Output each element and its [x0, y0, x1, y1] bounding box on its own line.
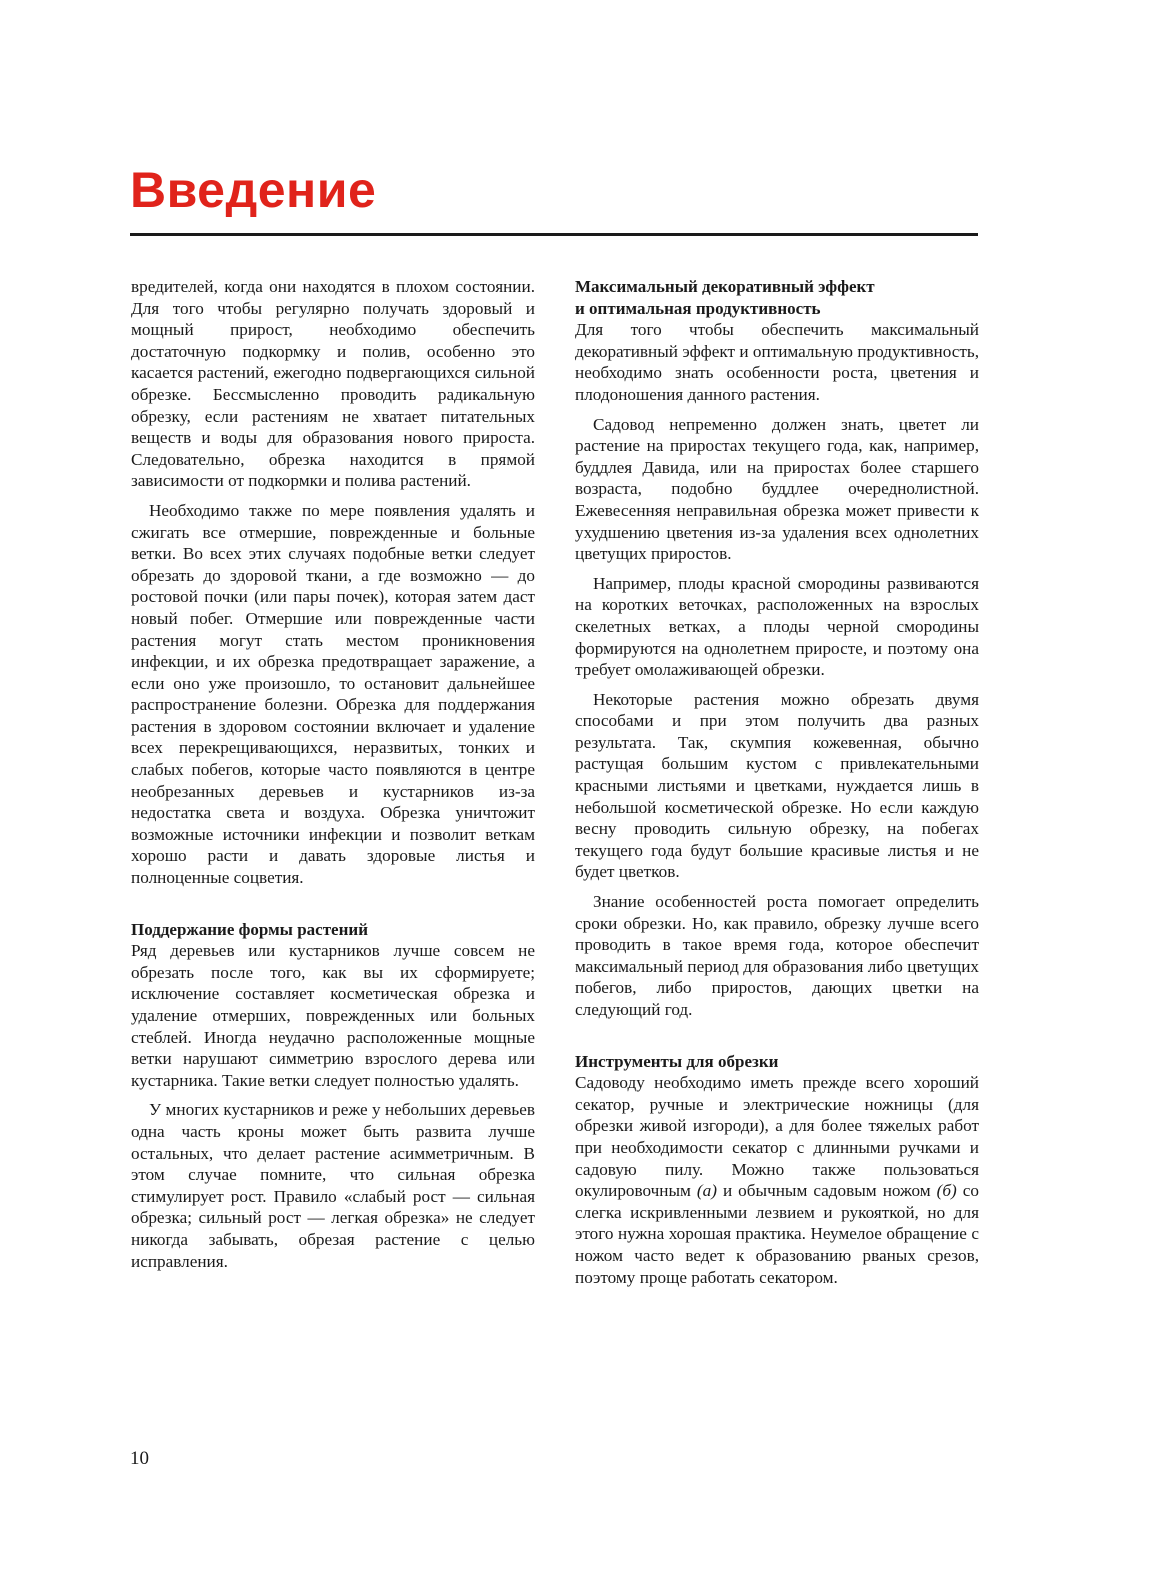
figure-ref: (а) — [696, 1181, 717, 1201]
text-run: Садоводу необходимо иметь прежде всего хороший секатор, ручные и электрические ножницы (для обрезки живой изгороди), а для более тяжелых работ при необходимости секатор с длинными ручками и садовую пилу. Можно также пользоваться окулировочным — [575, 1073, 979, 1201]
paragraph: Ряд деревьев или кустарников лучше совсем не обрезать после того, как вы их сформируете; исключение составляет косметическая обрезка и удаление отмерших, поврежденных или больных стеблей. Иногда неудачно расположенные мощные ветки нарушают симметрию взрослого дерева или кустарника. Такие ветки следует полностью удалять. — [131, 941, 535, 1090]
paragraph: Садовод непременно должен знать, цветет ли растение на приростах текущего года, как, например, буддлея Давида, или на приростах более старшего возраста, подобно буддлее очереднолистной. Ежевесенняя неправильная обрезка может привести к ухудшению цветения из-за удаления всех однолетних цветущих приростов. — [575, 414, 979, 564]
paragraph: Знание особенностей роста помогает определить сроки обрезки. Но, как правило, обрезку лучше всего проводить в такое время года, которое обеспечит максимальный период для образования либо цветущих побегов, либо приростов, дающих цветки на следующий год. — [575, 892, 979, 1019]
section-heading-shape-maintenance: Поддержание формы растений — [131, 919, 368, 939]
text-run: и обычным садовым ножом — [716, 1181, 937, 1201]
left-column — [131, 276, 535, 1272]
paragraph — [575, 1072, 979, 1288]
heading-line: и оптимальная продуктивность — [575, 298, 821, 318]
heading-line: Максимальный декоративный эффект — [575, 277, 875, 296]
page-number: 10 — [130, 1448, 149, 1469]
right-column — [575, 276, 979, 1288]
section-heading-pruning-tools: Инструменты для обрезки — [575, 1051, 779, 1071]
paragraph: У многих кустарников и реже у небольших деревьев одна часть кроны может быть развита лучше остальных, что делает растение асимметричным. В этом случае помните, что сильная обрезка стимулирует рост. Правило «слабый рост — сильная обрезка; сильный рост — легкая обрезка» не следует никогда забывать, обрезая растение с целью исправления. — [131, 1100, 535, 1271]
text-run: со слегка искривленными лезвием и рукояткой, но для этого нужна хорошая практика. Неумелое обращение с ножом часто ведет к образованию рваных срезов, поэтому проще работать секатором. — [575, 1181, 979, 1287]
paragraph: Для того чтобы обеспечить максимальный декоративный эффект и оптимальную продуктивность, необходимо знать особенности роста, цветения и плодоношения данного растения. — [575, 320, 979, 404]
page-title: Введение — [130, 162, 377, 218]
section-heading-decorative-effect — [575, 276, 979, 319]
paragraph: Некоторые растения можно обрезать двумя способами и при этом получить два разных результата. Так, скумпия кожевенная, обычно растущая большим кустом с привлекательными красными листьями и цветками, нуждается лишь в небольшой косметической обрезке. Но если каждую весну проводить сильную обрезку, на побегах текущего года будут большие красивые листья и не будет цветков. — [575, 689, 979, 882]
paragraph: Необходимо также по мере появления удалять и сжигать все отмершие, поврежденные и больные ветки. Во всех этих случаях подобные ветки следует обрезать до здоровой ткани, а где возможно — до ростовой почки (или пары почек), которая затем даст новый побег. Отмершие или поврежденные части растения могут стать местом проникновения инфекции, и их обрезка предотвращает заражение, а если оно уже произошло, то остановит дальнейшее распространение болезни. Обрезка для поддержания растения в здоровом состоянии включает и удаление всех перекрещивающихся, неразвитых, тонких и слабых побегов, которые часто появляются в центре необрезанных деревьев и кустарников из-за недостатка света и воздуха. Обрезка уничтожит возможные источники инфекции и позволит веткам хорошо расти и давать здоровые листья и полноценные соцветия. — [131, 500, 535, 888]
paragraph: Например, плоды красной смородины развиваются на коротких веточках, расположенных на взрослых скелетных ветках, а плоды черной смородины формируются на однолетнем приросте, и поэтому она требует омолаживающей обрезки. — [575, 573, 979, 680]
paragraph: вредителей, когда они находятся в плохом состоянии. Для того чтобы регулярно получать здоровый и мощный прирост, необходимо обеспечить достаточную подкормку и полив, особенно это касается растений, ежегодно подвергающихся сильной обрезке. Бессмысленно проводить радикальную обрезку, если растениям не хватает питательных веществ и воды для образования нового прироста. Следовательно, обрезка находится в прямой зависимости от подкормки и полива растений. — [131, 277, 535, 491]
figure-ref: (б) — [936, 1181, 957, 1201]
title-divider — [130, 233, 978, 236]
